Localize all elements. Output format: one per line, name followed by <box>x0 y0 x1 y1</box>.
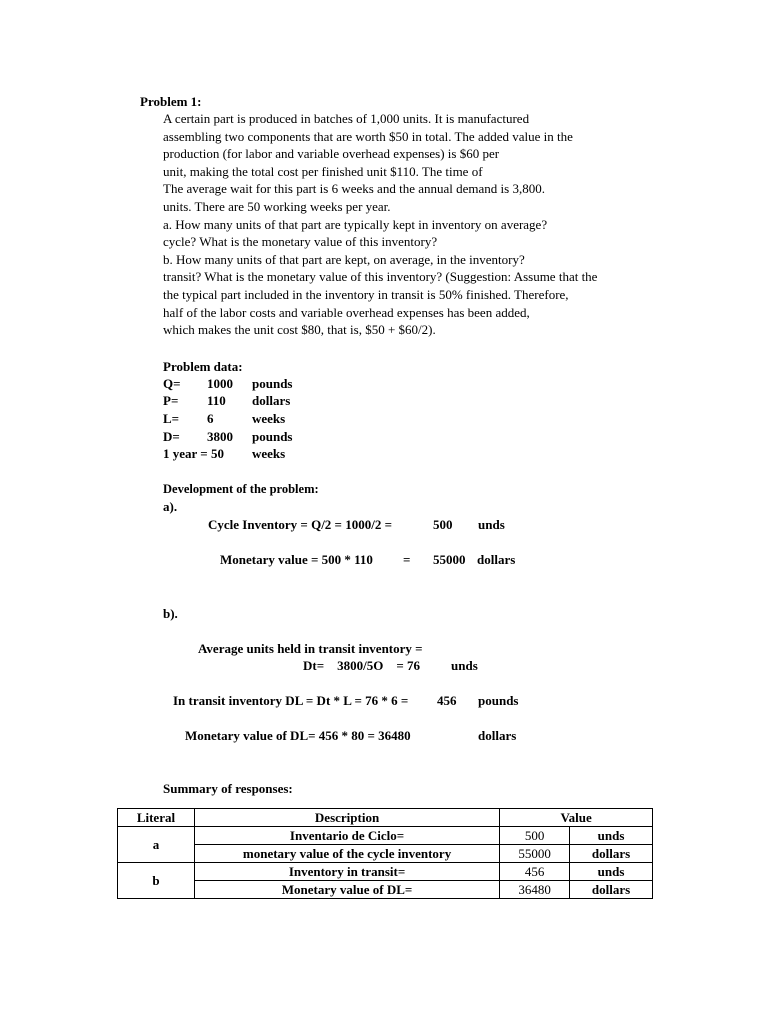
value-cell: 456 <box>500 863 570 881</box>
dt-formula: Dt= 3800/5O = 76 <box>303 658 421 673</box>
data-label-q: Q= <box>163 376 181 391</box>
statement-line: the typical part included in the inventory in transit is 50% finished. Therefore, <box>163 286 569 302</box>
header-description: Description <box>194 809 499 827</box>
table-row <box>118 845 653 863</box>
cycle-inventory-value: 500 <box>433 517 453 532</box>
data-label-p: P= <box>163 393 179 408</box>
unit-cell: unds <box>570 863 653 881</box>
description-cell: Inventory in transit= <box>194 863 499 881</box>
table-row <box>118 881 653 899</box>
value-cell: 500 <box>500 827 570 845</box>
dt-unit: unds <box>451 658 478 673</box>
monetary-value-formula: Monetary value = 500 * 110 <box>220 552 373 567</box>
problem-statement <box>163 110 653 339</box>
header-value: Value <box>500 809 653 827</box>
table-header-row <box>118 809 653 827</box>
data-unit-q: pounds <box>252 376 293 391</box>
literal-b: b <box>118 863 195 899</box>
statement-line: b. How many units of that part are kept, on average, in the inventory? <box>163 251 525 267</box>
data-value-q: 1000 <box>207 376 233 391</box>
data-unit-year: weeks <box>252 446 286 461</box>
summary-heading: Summary of responses: <box>163 781 293 796</box>
data-value-l: 6 <box>207 411 214 426</box>
statement-line: transit? What is the monetary value of this inventory? (Suggestion: Assume that the <box>163 269 598 285</box>
statement-line: unit, making the total cost per finished unit $110. The time of <box>163 163 483 179</box>
description-cell: Monetary value of DL= <box>194 881 499 899</box>
part-b-label: b). <box>163 606 178 621</box>
statement-line: cycle? What is the monetary value of this inventory? <box>163 234 438 250</box>
data-value-d: 3800 <box>207 429 233 444</box>
statement-line: units. There are 50 working weeks per year. <box>163 198 391 214</box>
description-cell: Inventario de Ciclo= <box>194 827 499 845</box>
statement-line: The average wait for this part is 6 weeks and the annual demand is 3,800. <box>163 181 545 197</box>
header-literal: Literal <box>118 809 195 827</box>
statement-line: production (for labor and variable overhead expenses) is $60 per <box>163 146 500 162</box>
monetary-value-equals: = <box>403 552 411 567</box>
unit-cell: dollars <box>570 845 653 863</box>
cycle-inventory-unit: unds <box>478 517 505 532</box>
monetary-dl-unit: dollars <box>478 728 517 743</box>
data-label-l: L= <box>163 411 180 426</box>
value-cell: 36480 <box>500 881 570 899</box>
transit-inventory-formula: In transit inventory DL = Dt * L = 76 * 6 = <box>173 693 409 708</box>
statement-line: assembling two components that are worth $50 in total. The added value in the <box>163 128 573 144</box>
literal-a: a <box>118 827 195 863</box>
statement-line: A certain part is produced in batches of 1,000 units. It is manufactured <box>163 111 530 126</box>
statement-line: half of the labor costs and variable overhead expenses has been added, <box>163 304 530 320</box>
statement-line: a. How many units of that part are typically kept in inventory on average? <box>163 216 548 232</box>
data-label-year: 1 year = 50 <box>163 446 224 461</box>
problem-data-heading: Problem data: <box>163 359 243 374</box>
data-unit-d: pounds <box>252 429 293 444</box>
unit-cell: dollars <box>570 881 653 899</box>
problem-title: Problem 1: <box>140 94 202 109</box>
value-cell: 55000 <box>500 845 570 863</box>
transit-inventory-unit: pounds <box>478 693 519 708</box>
summary-table <box>117 808 653 899</box>
data-unit-p: dollars <box>252 393 291 408</box>
part-a-label: a). <box>163 499 178 514</box>
data-unit-l: weeks <box>252 411 286 426</box>
data-label-d: D= <box>163 429 180 444</box>
transit-inventory-value: 456 <box>437 693 457 708</box>
table-row <box>118 827 653 845</box>
monetary-value-unit: dollars <box>477 552 516 567</box>
table-row <box>118 863 653 881</box>
monetary-value-result: 55000 <box>433 552 466 567</box>
unit-cell: unds <box>570 827 653 845</box>
monetary-dl-formula: Monetary value of DL= 456 * 80 = 36480 <box>185 728 411 743</box>
statement-line: which makes the unit cost $80, that is, $50 + $60/2). <box>163 322 436 338</box>
cycle-inventory-formula: Cycle Inventory = Q/2 = 1000/2 = <box>208 517 392 532</box>
data-value-p: 110 <box>207 393 226 408</box>
development-heading: Development of the problem: <box>163 482 319 496</box>
avg-transit-heading: Average units held in transit inventory = <box>198 641 423 656</box>
description-cell: monetary value of the cycle inventory <box>194 845 499 863</box>
